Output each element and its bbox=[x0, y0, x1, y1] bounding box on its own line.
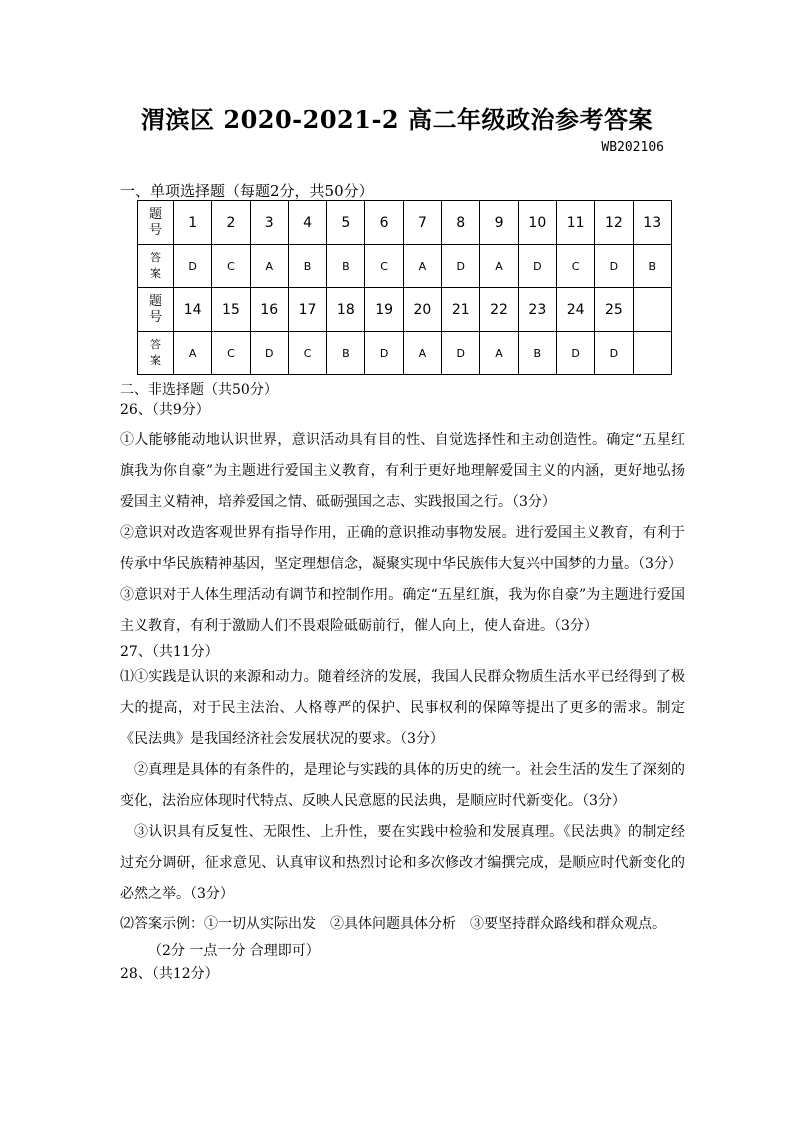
question-number: 21 bbox=[442, 288, 480, 332]
answer-cell: B bbox=[518, 332, 556, 375]
q27-point-2: ②真理是具体的有条件的，是理论与实践的具体的历史的统一。社会生活的发生了深刻的变化，法治应体现时代特点、反映人民意愿的民法典，是顺应时代新变化。（3分） bbox=[120, 762, 685, 809]
question-number: 8 bbox=[442, 201, 480, 245]
answer-cell: C bbox=[556, 245, 594, 288]
answer-cell: C bbox=[288, 332, 326, 375]
answer-table bbox=[137, 200, 672, 375]
row-label-number: 题 号 bbox=[138, 288, 174, 332]
question-number: 14 bbox=[174, 288, 212, 332]
q26-point-3: ③意识对于人体生理活动有调节和控制作用。确定“五星红旗，我为你自豪”为主题进行爱国主义教育，有利于激励人们不畏艰险砥砺前行，催人向上，使人奋进。（3分） bbox=[120, 587, 685, 634]
answer-cell: B bbox=[288, 245, 326, 288]
question-number: 17 bbox=[288, 288, 326, 332]
answer-cell: D bbox=[442, 245, 480, 288]
question-26-heading: 26、（共9分） bbox=[120, 402, 210, 418]
answer-cell: D bbox=[518, 245, 556, 288]
q27-point-3: ③认识具有反复性、无限性、上升性，要在实践中检验和发展真理。《民法典》的制定经过充分调研，征求意见、认真审议和热烈讨论和多次修改才编撰完成，是顺应时代新变化的必然之举。（3分） bbox=[120, 824, 685, 902]
question-number: 20 bbox=[403, 288, 441, 332]
answer-cell: B bbox=[327, 245, 365, 288]
question-number: 19 bbox=[365, 288, 403, 332]
answer-cell: A bbox=[250, 245, 288, 288]
question-number: 2 bbox=[212, 201, 250, 245]
table-row bbox=[138, 201, 672, 245]
row-label-answer: 答 案 bbox=[138, 245, 174, 288]
answer-cell: D bbox=[556, 332, 594, 375]
q27-scoring-note: （2分 一点一分 合理即可） bbox=[148, 943, 320, 959]
q27-part-2-answer: ⑵答案示例：①一切从实际出发 ②具体问题具体分析 ③要坚持群众路线和群众观点。 bbox=[120, 916, 666, 932]
question-number: 11 bbox=[556, 201, 594, 245]
answer-cell: B bbox=[633, 245, 671, 288]
question-number: 13 bbox=[633, 201, 671, 245]
answer-cell: D bbox=[595, 332, 633, 375]
row-label-answer: 答 案 bbox=[138, 332, 174, 375]
answer-cell: A bbox=[480, 245, 518, 288]
table-row bbox=[138, 332, 672, 375]
answer-cell: A bbox=[403, 245, 441, 288]
section2 bbox=[120, 380, 685, 984]
table-row bbox=[138, 288, 672, 332]
answer-cell: C bbox=[212, 245, 250, 288]
question-number: 22 bbox=[480, 288, 518, 332]
question-number: 24 bbox=[556, 288, 594, 332]
answer-cell: A bbox=[403, 332, 441, 375]
question-28-heading: 28、（共12分） bbox=[120, 966, 219, 982]
empty-cell bbox=[633, 288, 671, 332]
question-number: 5 bbox=[327, 201, 365, 245]
answer-cell: D bbox=[365, 332, 403, 375]
page-title: 渭滨区 2020-2021-2 高二年级政治参考答案 bbox=[141, 105, 653, 134]
question-number: 9 bbox=[480, 201, 518, 245]
question-number: 18 bbox=[327, 288, 365, 332]
document-code: WB202106 bbox=[601, 140, 664, 155]
empty-cell bbox=[633, 332, 671, 375]
q27-point-1: ⑴①实践是认识的来源和动力。随着经济的发展，我国人民群众物质生活水平已经得到了极大的提高，对于民主法治、人格尊严的保护、民事权利的保障等提出了更多的需求。制定《民法典》是我国经济社会发展状况的要求。（3分） bbox=[120, 669, 685, 747]
answer-cell: D bbox=[174, 245, 212, 288]
answer-cell: A bbox=[480, 332, 518, 375]
question-number: 16 bbox=[250, 288, 288, 332]
answer-cell: C bbox=[365, 245, 403, 288]
question-number: 3 bbox=[250, 201, 288, 245]
question-number: 6 bbox=[365, 201, 403, 245]
answer-cell: D bbox=[595, 245, 633, 288]
answer-cell: D bbox=[442, 332, 480, 375]
answer-cell: C bbox=[212, 332, 250, 375]
q26-point-2: ②意识对改造客观世界有指导作用，正确的意识推动事物发展。进行爱国主义教育，有利于传承中华民族精神基因，坚定理想信念，凝聚实现中华民族伟大复兴中国梦的力量。（3分） bbox=[120, 525, 685, 572]
section2-heading: 二、非选择题（共50分） bbox=[120, 382, 278, 398]
section1-heading: 一、单项选择题（每题2分，共50分） bbox=[120, 182, 374, 200]
question-number: 25 bbox=[595, 288, 633, 332]
answer-cell: D bbox=[250, 332, 288, 375]
question-number: 1 bbox=[174, 201, 212, 245]
question-number: 10 bbox=[518, 201, 556, 245]
question-number: 15 bbox=[212, 288, 250, 332]
question-27-heading: 27、（共11分） bbox=[120, 644, 219, 660]
q26-point-1: ①人能够能动地认识世界，意识活动具有目的性、自觉选择性和主动创造性。确定“五星红旗我为你自豪”为主题进行爱国主义教育，有利于更好地理解爱国主义的内涵，更好地弘扬爱国主义精神，培养爱国之情、砥砺强国之志、实践报国之行。（3分） bbox=[120, 432, 685, 510]
question-number: 4 bbox=[288, 201, 326, 245]
answer-cell: B bbox=[327, 332, 365, 375]
table-row bbox=[138, 245, 672, 288]
row-label-number: 题 号 bbox=[138, 201, 174, 245]
question-number: 23 bbox=[518, 288, 556, 332]
question-number: 12 bbox=[595, 201, 633, 245]
question-number: 7 bbox=[403, 201, 441, 245]
answer-cell: A bbox=[174, 332, 212, 375]
